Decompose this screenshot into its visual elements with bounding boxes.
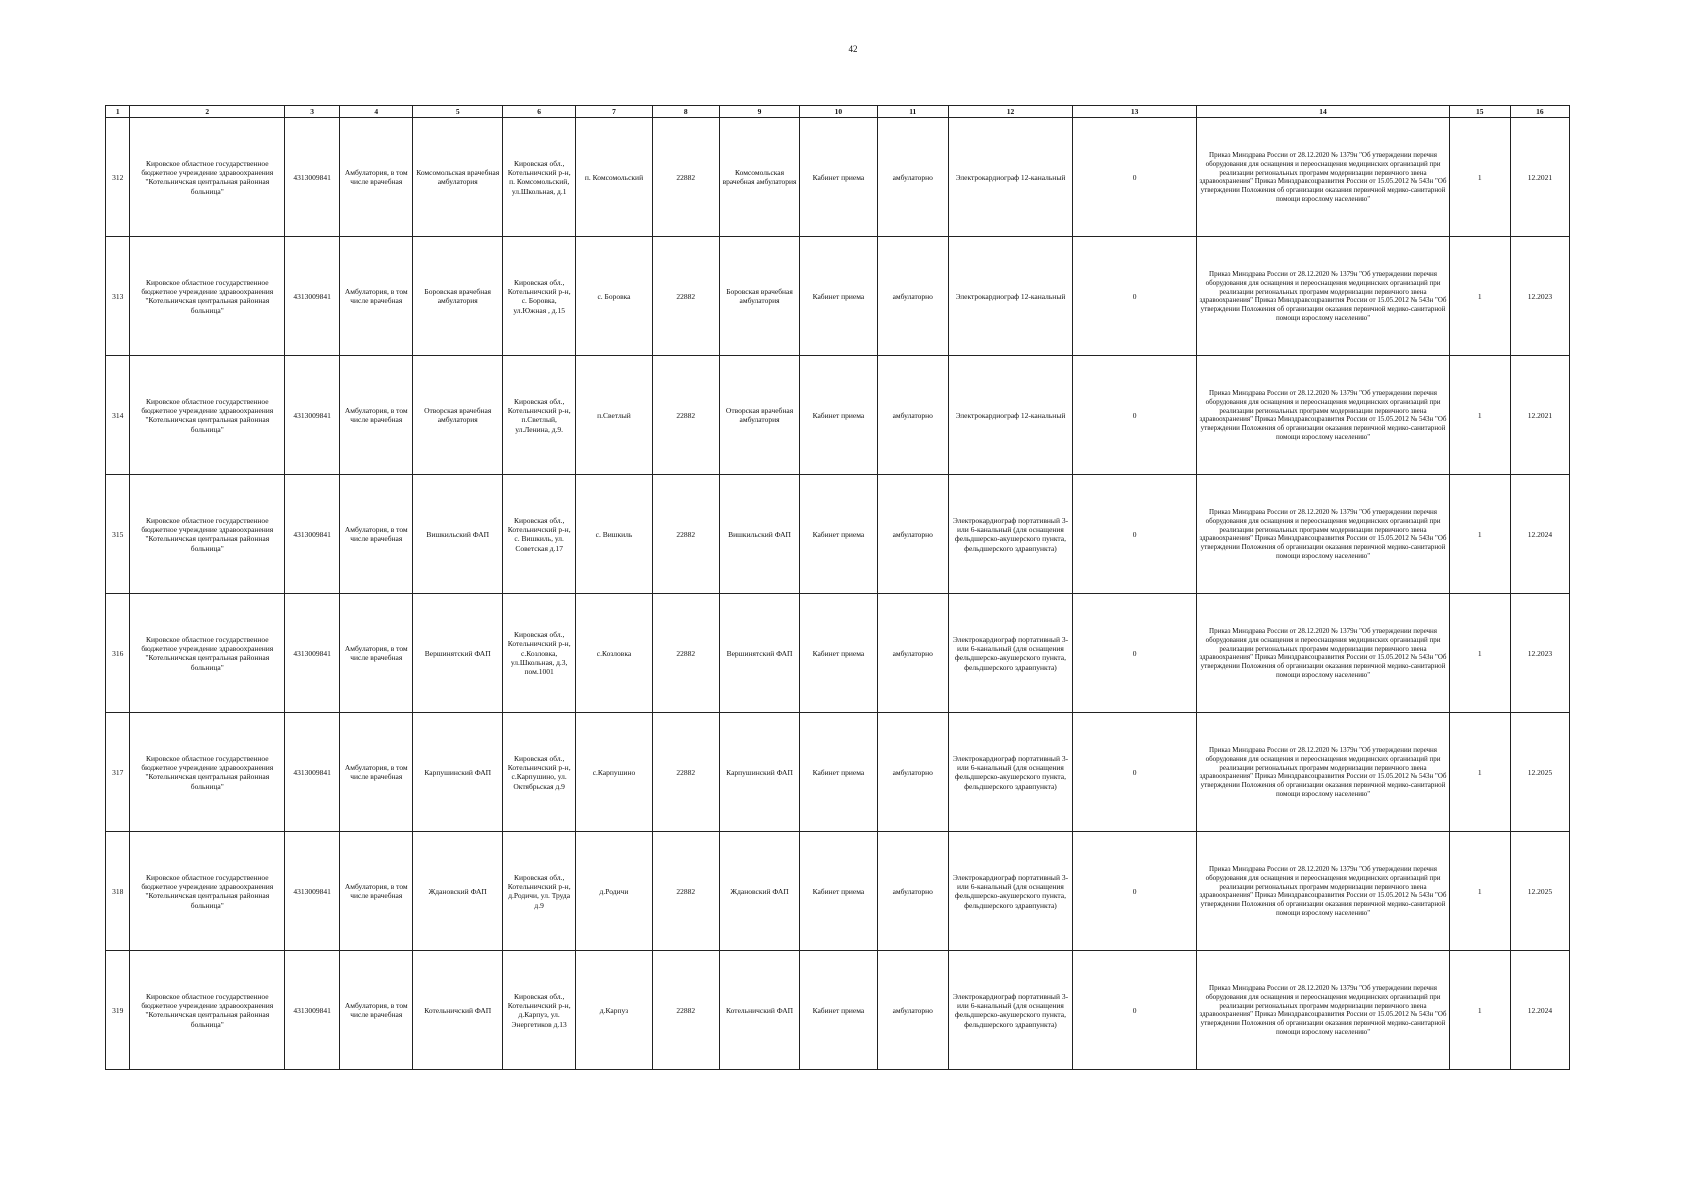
organization-cell: Кировское областное государственное бюджетное учреждение здравоохранения "Котельничская центральная районная больница" <box>130 118 285 237</box>
row-number-cell: 314 <box>106 356 130 475</box>
required-count-cell: 1 <box>1449 713 1510 832</box>
normative-basis-cell: Приказ Минздрава России от 28.12.2020 № 1379н "Об утверждении перечня оборудования для оснащения и переоснащения медицинских организаций при реализации региональных программ модернизации первичного звена здравоохранения" Приказ Минздравсоцразвития России от 15.05.2012 № 543н "Об утверждении Положения об организации оказания первичной медико-санитарной помощи взрослому населению" <box>1197 594 1449 713</box>
table-row <box>106 237 1570 356</box>
column-header: 4 <box>340 106 413 118</box>
code-cell: 22882 <box>652 356 719 475</box>
equipment-table <box>105 105 1570 1070</box>
unit-name-cell: Комсомольская врачебная амбулатория <box>719 118 799 237</box>
facility-type-cell: Амбулатория, в том числе врачебная <box>340 713 413 832</box>
unit-name-cell: Боровская врачебная амбулатория <box>719 237 799 356</box>
column-header: 12 <box>948 106 1072 118</box>
page-number: 42 <box>848 44 858 54</box>
care-condition-cell: амбулаторно <box>877 951 948 1070</box>
facility-name-cell: Вишкильский ФАП <box>413 475 503 594</box>
equipment-cell: Электрокардиограф 12-канальный <box>948 237 1072 356</box>
deadline-cell: 12.2024 <box>1510 951 1569 1070</box>
facility-name-cell: Отворская врачебная амбулатория <box>413 356 503 475</box>
inn-cell: 4313009841 <box>285 594 340 713</box>
facility-name-cell: Ждановский ФАП <box>413 832 503 951</box>
settlement-cell: п.Светлый <box>576 356 652 475</box>
inn-cell: 4313009841 <box>285 118 340 237</box>
equipment-cell: Электрокардиограф 12-канальный <box>948 118 1072 237</box>
available-count-cell: 0 <box>1073 475 1197 594</box>
equipment-cell: Электрокардиограф 12-канальный <box>948 356 1072 475</box>
room-cell: Кабинет приема <box>800 594 877 713</box>
unit-name-cell: Отворская врачебная амбулатория <box>719 356 799 475</box>
table-row <box>106 713 1570 832</box>
column-header: 8 <box>652 106 719 118</box>
normative-basis-cell: Приказ Минздрава России от 28.12.2020 № 1379н "Об утверждении перечня оборудования для оснащения и переоснащения медицинских организаций при реализации региональных программ модернизации первичного звена здравоохранения" Приказ Минздравсоцразвития России от 15.05.2012 № 543н "Об утверждении Положения об организации оказания первичной медико-санитарной помощи взрослому населению" <box>1197 713 1449 832</box>
facility-type-cell: Амбулатория, в том числе врачебная <box>340 951 413 1070</box>
deadline-cell: 12.2024 <box>1510 475 1569 594</box>
available-count-cell: 0 <box>1073 594 1197 713</box>
column-header: 3 <box>285 106 340 118</box>
code-cell: 22882 <box>652 832 719 951</box>
address-cell: Кировская обл., Котельничский р-н, п.Светлый, ул.Ленина, д.9. <box>503 356 576 475</box>
deadline-cell: 12.2023 <box>1510 594 1569 713</box>
inn-cell: 4313009841 <box>285 832 340 951</box>
room-cell: Кабинет приема <box>800 832 877 951</box>
room-cell: Кабинет приема <box>800 713 877 832</box>
column-header: 14 <box>1197 106 1449 118</box>
required-count-cell: 1 <box>1449 237 1510 356</box>
available-count-cell: 0 <box>1073 713 1197 832</box>
required-count-cell: 1 <box>1449 594 1510 713</box>
row-number-cell: 316 <box>106 594 130 713</box>
available-count-cell: 0 <box>1073 237 1197 356</box>
facility-type-cell: Амбулатория, в том числе врачебная <box>340 832 413 951</box>
normative-basis-cell: Приказ Минздрава России от 28.12.2020 № 1379н "Об утверждении перечня оборудования для оснащения и переоснащения медицинских организаций при реализации региональных программ модернизации первичного звена здравоохранения" Приказ Минздравсоцразвития России от 15.05.2012 № 543н "Об утверждении Положения об организации оказания первичной медико-санитарной помощи взрослому населению" <box>1197 951 1449 1070</box>
code-cell: 22882 <box>652 713 719 832</box>
code-cell: 22882 <box>652 118 719 237</box>
inn-cell: 4313009841 <box>285 356 340 475</box>
required-count-cell: 1 <box>1449 951 1510 1070</box>
facility-name-cell: Боровская врачебная амбулатория <box>413 237 503 356</box>
required-count-cell: 1 <box>1449 118 1510 237</box>
column-header: 16 <box>1510 106 1569 118</box>
normative-basis-cell: Приказ Минздрава России от 28.12.2020 № 1379н "Об утверждении перечня оборудования для оснащения и переоснащения медицинских организаций при реализации региональных программ модернизации первичного звена здравоохранения" Приказ Минздравсоцразвития России от 15.05.2012 № 543н "Об утверждении Положения об организации оказания первичной медико-санитарной помощи взрослому населению" <box>1197 237 1449 356</box>
unit-name-cell: Котельничский ФАП <box>719 951 799 1070</box>
organization-cell: Кировское областное государственное бюджетное учреждение здравоохранения "Котельничская центральная районная больница" <box>130 237 285 356</box>
available-count-cell: 0 <box>1073 356 1197 475</box>
normative-basis-cell: Приказ Минздрава России от 28.12.2020 № 1379н "Об утверждении перечня оборудования для оснащения и переоснащения медицинских организаций при реализации региональных программ модернизации первичного звена здравоохранения" Приказ Минздравсоцразвития России от 15.05.2012 № 543н "Об утверждении Положения об организации оказания первичной медико-санитарной помощи взрослому населению" <box>1197 475 1449 594</box>
room-cell: Кабинет приема <box>800 237 877 356</box>
column-header: 5 <box>413 106 503 118</box>
settlement-cell: п. Комсомольский <box>576 118 652 237</box>
column-header: 15 <box>1449 106 1510 118</box>
table-row <box>106 356 1570 475</box>
unit-name-cell: Карпушинский ФАП <box>719 713 799 832</box>
inn-cell: 4313009841 <box>285 951 340 1070</box>
settlement-cell: с. Вишкиль <box>576 475 652 594</box>
table-row <box>106 475 1570 594</box>
required-count-cell: 1 <box>1449 832 1510 951</box>
facility-type-cell: Амбулатория, в том числе врачебная <box>340 594 413 713</box>
deadline-cell: 12.2023 <box>1510 237 1569 356</box>
column-header: 9 <box>719 106 799 118</box>
equipment-cell: Электрокардиограф портативный 3- или 6-канальный (для оснащения фельдшерско-акушерского пункта, фельдшерского здравпункта) <box>948 951 1072 1070</box>
room-cell: Кабинет приема <box>800 475 877 594</box>
deadline-cell: 12.2025 <box>1510 832 1569 951</box>
room-cell: Кабинет приема <box>800 356 877 475</box>
required-count-cell: 1 <box>1449 475 1510 594</box>
facility-type-cell: Амбулатория, в том числе врачебная <box>340 475 413 594</box>
address-cell: Кировская обл., Котельничский р-н, п. Комсомольский, ул.Школьная, д.1 <box>503 118 576 237</box>
table-row <box>106 832 1570 951</box>
deadline-cell: 12.2025 <box>1510 713 1569 832</box>
inn-cell: 4313009841 <box>285 475 340 594</box>
care-condition-cell: амбулаторно <box>877 356 948 475</box>
column-header: 2 <box>130 106 285 118</box>
organization-cell: Кировское областное государственное бюджетное учреждение здравоохранения "Котельничская центральная районная больница" <box>130 951 285 1070</box>
organization-cell: Кировское областное государственное бюджетное учреждение здравоохранения "Котельничская центральная районная больница" <box>130 594 285 713</box>
facility-name-cell: Котельничский ФАП <box>413 951 503 1070</box>
column-number-row <box>106 106 1570 118</box>
row-number-cell: 317 <box>106 713 130 832</box>
address-cell: Кировская обл., Котельничский р-н, д.Карпуз, ул. Энергетиков д.13 <box>503 951 576 1070</box>
address-cell: Кировская обл., Котельничский р-н, с.Козловка, ул.Школьная, д.3, пом.1001 <box>503 594 576 713</box>
facility-type-cell: Амбулатория, в том числе врачебная <box>340 118 413 237</box>
table-row <box>106 118 1570 237</box>
equipment-cell: Электрокардиограф портативный 3- или 6-канальный (для оснащения фельдшерско-акушерского пункта, фельдшерского здравпункта) <box>948 475 1072 594</box>
unit-name-cell: Вишкильский ФАП <box>719 475 799 594</box>
room-cell: Кабинет приема <box>800 951 877 1070</box>
column-header: 10 <box>800 106 877 118</box>
settlement-cell: с. Боровка <box>576 237 652 356</box>
row-number-cell: 318 <box>106 832 130 951</box>
row-number-cell: 319 <box>106 951 130 1070</box>
normative-basis-cell: Приказ Минздрава России от 28.12.2020 № 1379н "Об утверждении перечня оборудования для оснащения и переоснащения медицинских организаций при реализации региональных программ модернизации первичного звена здравоохранения" Приказ Минздравсоцразвития России от 15.05.2012 № 543н "Об утверждении Положения об организации оказания первичной медико-санитарной помощи взрослому населению" <box>1197 118 1449 237</box>
column-header: 13 <box>1073 106 1197 118</box>
deadline-cell: 12.2021 <box>1510 356 1569 475</box>
organization-cell: Кировское областное государственное бюджетное учреждение здравоохранения "Котельничская центральная районная больница" <box>130 356 285 475</box>
unit-name-cell: Ждановский ФАП <box>719 832 799 951</box>
address-cell: Кировская обл., Котельничский р-н, с. Боровка, ул.Южная , д.15 <box>503 237 576 356</box>
row-number-cell: 313 <box>106 237 130 356</box>
code-cell: 22882 <box>652 475 719 594</box>
room-cell: Кабинет приема <box>800 118 877 237</box>
settlement-cell: д.Родичи <box>576 832 652 951</box>
column-header: 6 <box>503 106 576 118</box>
settlement-cell: с.Козловка <box>576 594 652 713</box>
address-cell: Кировская обл., Котельничский р-н, с.Карпушино, ул. Октябрьская д.9 <box>503 713 576 832</box>
facility-name-cell: Вершинятский ФАП <box>413 594 503 713</box>
column-header: 1 <box>106 106 130 118</box>
column-header: 7 <box>576 106 652 118</box>
inn-cell: 4313009841 <box>285 237 340 356</box>
organization-cell: Кировское областное государственное бюджетное учреждение здравоохранения "Котельничская центральная районная больница" <box>130 713 285 832</box>
table-row <box>106 951 1570 1070</box>
deadline-cell: 12.2021 <box>1510 118 1569 237</box>
care-condition-cell: амбулаторно <box>877 832 948 951</box>
equipment-cell: Электрокардиограф портативный 3- или 6-канальный (для оснащения фельдшерско-акушерского пункта, фельдшерского здравпункта) <box>948 713 1072 832</box>
code-cell: 22882 <box>652 951 719 1070</box>
care-condition-cell: амбулаторно <box>877 594 948 713</box>
available-count-cell: 0 <box>1073 118 1197 237</box>
required-count-cell: 1 <box>1449 356 1510 475</box>
facility-name-cell: Комсомольская врачебная амбулатория <box>413 118 503 237</box>
code-cell: 22882 <box>652 237 719 356</box>
equipment-cell: Электрокардиограф портативный 3- или 6-канальный (для оснащения фельдшерско-акушерского пункта, фельдшерского здравпункта) <box>948 832 1072 951</box>
row-number-cell: 312 <box>106 118 130 237</box>
code-cell: 22882 <box>652 594 719 713</box>
address-cell: Кировская обл., Котельничский р-н, с. Вишкиль, ул. Советская д.17 <box>503 475 576 594</box>
inn-cell: 4313009841 <box>285 713 340 832</box>
organization-cell: Кировское областное государственное бюджетное учреждение здравоохранения "Котельничская центральная районная больница" <box>130 832 285 951</box>
care-condition-cell: амбулаторно <box>877 713 948 832</box>
settlement-cell: д.Карпуз <box>576 951 652 1070</box>
settlement-cell: с.Карпушино <box>576 713 652 832</box>
unit-name-cell: Вершинятский ФАП <box>719 594 799 713</box>
organization-cell: Кировское областное государственное бюджетное учреждение здравоохранения "Котельничская центральная районная больница" <box>130 475 285 594</box>
normative-basis-cell: Приказ Минздрава России от 28.12.2020 № 1379н "Об утверждении перечня оборудования для оснащения и переоснащения медицинских организаций при реализации региональных программ модернизации первичного звена здравоохранения" Приказ Минздравсоцразвития России от 15.05.2012 № 543н "Об утверждении Положения об организации оказания первичной медико-санитарной помощи взрослому населению" <box>1197 832 1449 951</box>
facility-type-cell: Амбулатория, в том числе врачебная <box>340 356 413 475</box>
column-header: 11 <box>877 106 948 118</box>
available-count-cell: 0 <box>1073 951 1197 1070</box>
table-row <box>106 594 1570 713</box>
equipment-cell: Электрокардиограф портативный 3- или 6-канальный (для оснащения фельдшерско-акушерского пункта, фельдшерского здравпункта) <box>948 594 1072 713</box>
row-number-cell: 315 <box>106 475 130 594</box>
care-condition-cell: амбулаторно <box>877 118 948 237</box>
care-condition-cell: амбулаторно <box>877 475 948 594</box>
normative-basis-cell: Приказ Минздрава России от 28.12.2020 № 1379н "Об утверждении перечня оборудования для оснащения и переоснащения медицинских организаций при реализации региональных программ модернизации первичного звена здравоохранения" Приказ Минздравсоцразвития России от 15.05.2012 № 543н "Об утверждении Положения об организации оказания первичной медико-санитарной помощи взрослому населению" <box>1197 356 1449 475</box>
facility-name-cell: Карпушинский ФАП <box>413 713 503 832</box>
facility-type-cell: Амбулатория, в том числе врачебная <box>340 237 413 356</box>
address-cell: Кировская обл., Котельничский р-н, д.Родичи, ул. Труда д.9 <box>503 832 576 951</box>
available-count-cell: 0 <box>1073 832 1197 951</box>
care-condition-cell: амбулаторно <box>877 237 948 356</box>
